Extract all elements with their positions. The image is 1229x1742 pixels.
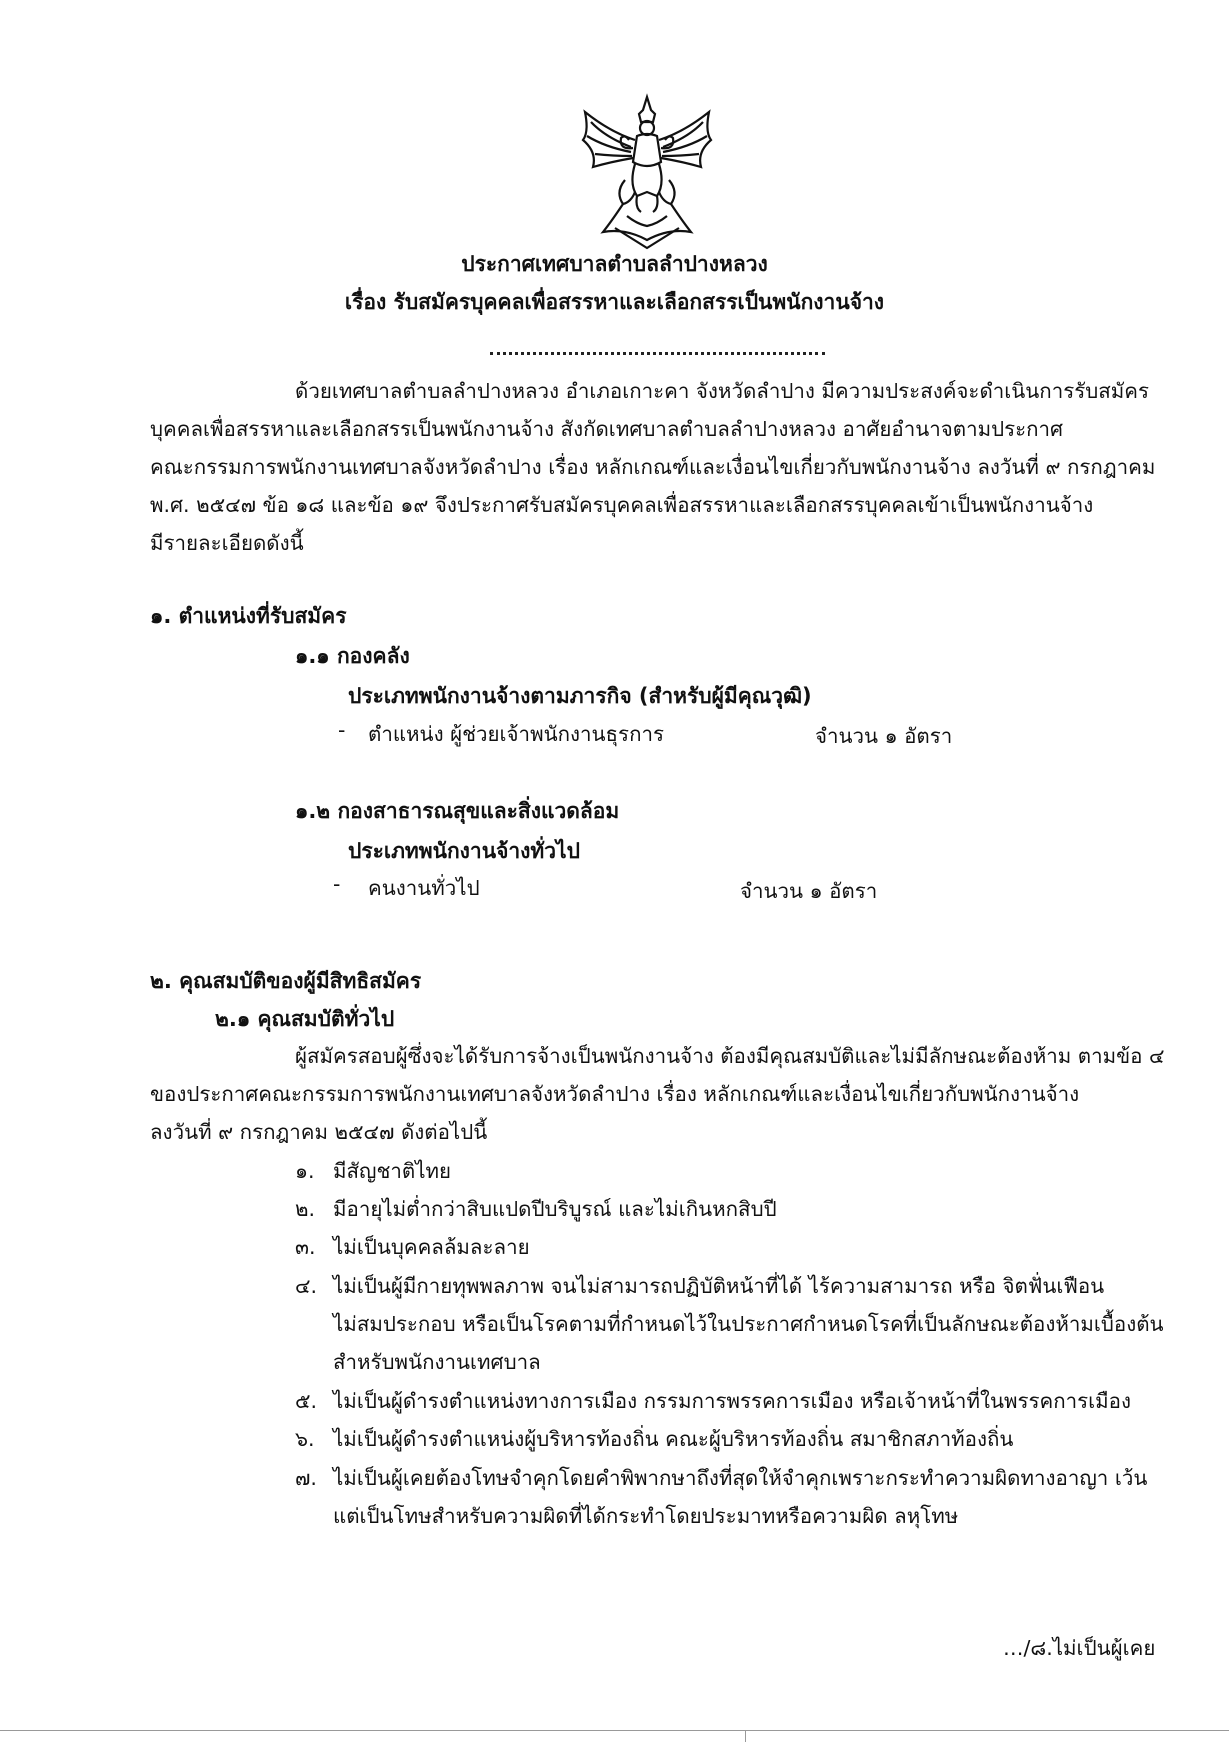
list-item-number: ๒. xyxy=(295,1197,316,1221)
dash-marker: - xyxy=(338,718,346,742)
list-item-text: แต่เป็นโทษสำหรับความผิดที่ได้กระทำโดยประมาทหรือความผิด ลหุโทษ xyxy=(333,1504,959,1528)
list-item-number: ๕. xyxy=(295,1389,318,1413)
document-subject: เรื่อง รับสมัครบุคคลเพื่อสรรหาและเลือกสรรเป็นพนักงานจ้าง xyxy=(344,290,885,314)
list-item-text: ไม่เป็นผู้มีกายทุพพลภาพ จนไม่สามารถปฏิบัติหน้าที่ได้ ไร้ความสามารถ หรือ จิตฟั่นเฟือน xyxy=(333,1274,1105,1298)
dash-marker: - xyxy=(333,872,341,896)
list-item-number: ๖. xyxy=(295,1427,315,1451)
position-count: จำนวน ๑ อัตรา xyxy=(740,879,878,903)
list-item-text: ไม่เป็นผู้ดำรงตำแหน่งทางการเมือง กรรมการพรรคการเมือง หรือเจ้าหน้าที่ในพรรคการเมือง xyxy=(333,1389,1131,1413)
list-item-text: สำหรับพนักงานเทศบาล xyxy=(333,1350,541,1374)
list-item-number: ๑. xyxy=(295,1159,315,1183)
position-name: คนงานทั่วไป xyxy=(368,876,480,900)
list-item-text: ไม่เป็นผู้เคยต้องโทษจำคุกโดยคำพิพากษาถึงที่สุดให้จำคุกเพราะกระทำความผิดทางอาญา เว้น xyxy=(333,1466,1148,1490)
qualification-paragraph-line: ลงวันที่ ๙ กรกฎาคม ๒๕๔๗ ดังต่อไปนี้ xyxy=(150,1120,488,1144)
list-item-number: ๗. xyxy=(295,1466,317,1490)
section-2-heading: ๒. คุณสมบัติของผู้มีสิทธิสมัคร xyxy=(150,969,422,993)
page-bottom-rule xyxy=(0,1730,1229,1731)
section-1-1-heading: ๑.๑ กองคลัง xyxy=(295,644,410,668)
section-1-1-type: ประเภทพนักงานจ้างตามภารกิจ (สำหรับผู้มีคุณวุฒิ) xyxy=(348,684,812,708)
page-bottom-tick xyxy=(745,1730,746,1742)
intro-line: คณะกรรมการพนักงานเทศบาลจังหวัดลำปาง เรื่อง หลักเกณฑ์และเงื่อนไขเกี่ยวกับพนักงานจ้าง ลงวันที่ ๙ กรกฎาคม xyxy=(150,455,1156,479)
qualification-paragraph-line: ผู้สมัครสอบผู้ซึ่งจะได้รับการจ้างเป็นพนักงานจ้าง ต้องมีคุณสมบัติและไม่มีลักษณะต้องห้าม ตามข้อ ๔ xyxy=(295,1044,1165,1068)
list-item-text: มีสัญชาติไทย xyxy=(333,1159,452,1183)
continuation-note: …/๘.ไม่เป็นผู้เคย xyxy=(1003,1636,1156,1660)
intro-line: มีรายละเอียดดังนี้ xyxy=(150,531,304,555)
list-item-text: ไม่สมประกอบ หรือเป็นโรคตามที่กำหนดไว้ในประกาศกำหนดโรคที่เป็นลักษณะต้องห้ามเบื้องต้น xyxy=(333,1312,1164,1336)
intro-line: ด้วยเทศบาลตำบลลำปางหลวง อำเภอเกาะคา จังหวัดลำปาง มีความประสงค์จะดำเนินการรับสมัคร xyxy=(295,379,1150,403)
section-1-heading: ๑. ตำแหน่งที่รับสมัคร xyxy=(150,604,347,628)
list-item-text: ไม่เป็นผู้ดำรงตำแหน่งผู้บริหารท้องถิ่น คณะผู้บริหารท้องถิ่น สมาชิกสภาท้องถิ่น xyxy=(333,1427,1014,1451)
list-item-number: ๓. xyxy=(295,1235,316,1259)
section-2-1-heading: ๒.๑ คุณสมบัติทั่วไป xyxy=(215,1007,395,1031)
position-name: ตำแหน่ง ผู้ช่วยเจ้าพนักงานธุรการ xyxy=(368,722,664,746)
intro-line: พ.ศ. ๒๕๔๗ ข้อ ๑๘ และข้อ ๑๙ จึงประกาศรับสมัครบุคคลเพื่อสรรหาและเลือกสรรบุคคลเข้าเป็นพนักงานจ้าง xyxy=(150,493,1094,517)
garuda-emblem-icon xyxy=(575,92,720,252)
qualification-paragraph-line: ของประกาศคณะกรรมการพนักงานเทศบาลจังหวัดลำปาง เรื่อง หลักเกณฑ์และเงื่อนไขเกี่ยวกับพนักงานจ้าง xyxy=(150,1082,1080,1106)
list-item-text: ไม่เป็นบุคคลล้มละลาย xyxy=(333,1235,530,1259)
section-1-2-type: ประเภทพนักงานจ้างทั่วไป xyxy=(348,839,580,863)
title-divider xyxy=(490,352,825,359)
position-count: จำนวน ๑ อัตรา xyxy=(815,724,953,748)
document-title: ประกาศเทศบาลตำบลลำปางหลวง xyxy=(461,252,768,276)
list-item-number: ๔. xyxy=(295,1274,318,1298)
intro-line: บุคคลเพื่อสรรหาและเลือกสรรเป็นพนักงานจ้าง สังกัดเทศบาลตำบลลำปางหลวง อาศัยอำนาจตามประกาศ xyxy=(150,417,1064,441)
section-1-2-heading: ๑.๒ กองสาธารณสุขและสิ่งแวดล้อม xyxy=(295,799,620,823)
list-item-text: มีอายุไม่ต่ำกว่าสิบแปดปีบริบูรณ์ และไม่เกินหกสิบปี xyxy=(333,1197,777,1221)
